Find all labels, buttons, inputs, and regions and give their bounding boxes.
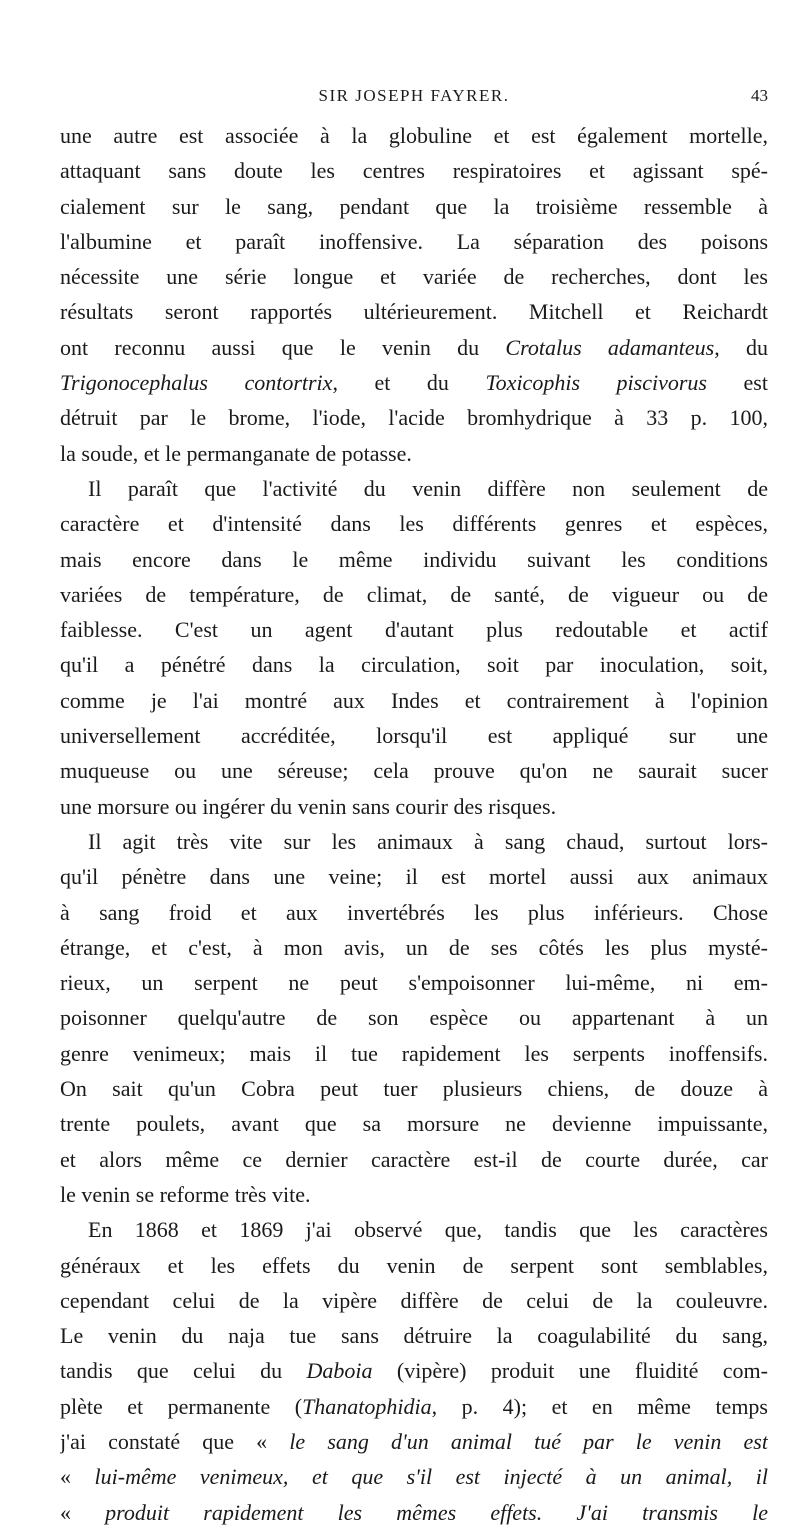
text-segment: muqueuse ou une séreuse; cela prouve qu'on ne saurait sucer bbox=[60, 758, 768, 784]
text-segment: « bbox=[60, 1464, 95, 1490]
text-line bbox=[60, 895, 768, 930]
text-line bbox=[60, 259, 768, 294]
text-segment: faiblesse. C'est un agent d'autant plus redoutable et actif bbox=[60, 617, 768, 643]
text-line bbox=[60, 1000, 768, 1035]
text-segment: étrange, et c'est, à mon avis, un de ses côtés les plus mysté- bbox=[60, 934, 768, 960]
text-segment: On sait qu'un Cobra peut tuer plusieurs chiens, de douze à bbox=[60, 1076, 768, 1102]
text-line bbox=[60, 753, 768, 788]
text-segment: à sang froid et aux invertébrés les plus inférieurs. Chose bbox=[60, 899, 768, 925]
text-segment: mais encore dans le même individu suivant les conditions bbox=[60, 546, 768, 572]
text-segment: universellement accréditée, lorsqu'il est appliqué sur une bbox=[60, 723, 768, 749]
text-segment: une morsure ou ingérer du venin sans courir des risques. bbox=[60, 793, 557, 819]
text-line bbox=[60, 1177, 768, 1212]
text-line bbox=[60, 1106, 768, 1141]
text-line bbox=[60, 1071, 768, 1106]
text-segment: détruit par le brome, l'iode, l'acide bromhydrique à 33 p. 100, bbox=[60, 405, 768, 431]
text-line bbox=[60, 189, 768, 224]
text-line bbox=[60, 824, 768, 859]
text-line bbox=[60, 436, 768, 471]
text-line bbox=[60, 718, 768, 753]
text-line bbox=[60, 577, 768, 612]
text-segment: caractère et d'intensité dans les différents genres et espèces, bbox=[60, 511, 768, 537]
text-segment: , p. 4); et en même temps bbox=[431, 1393, 768, 1419]
text-segment: qu'il a pénétré dans la circulation, soit par inoculation, soit, bbox=[60, 652, 768, 678]
text-line bbox=[60, 1212, 768, 1247]
text-line bbox=[60, 965, 768, 1000]
text-line bbox=[60, 1036, 768, 1071]
text-line bbox=[60, 1424, 768, 1459]
text-segment: genre venimeux; mais il tue rapidement les serpents inoffensifs. bbox=[60, 1040, 768, 1066]
text-segment: tandis que celui du bbox=[60, 1358, 307, 1384]
text-segment: variées de température, de climat, de santé, de vigueur ou de bbox=[60, 581, 768, 607]
italic-segment: Trigonocephalus contortrix bbox=[60, 370, 333, 396]
text-line bbox=[60, 506, 768, 541]
text-line bbox=[60, 1142, 768, 1177]
text-segment: Il paraît que l'activité du venin diffère non seulement de bbox=[88, 475, 768, 501]
text-line bbox=[60, 471, 768, 506]
text-line bbox=[60, 1283, 768, 1318]
text-line bbox=[60, 789, 768, 824]
text-segment: j'ai constaté que « bbox=[60, 1428, 290, 1454]
italic-segment: Thanatophidia bbox=[302, 1393, 432, 1419]
text-segment: comme je l'ai montré aux Indes et contrairement à l'opinion bbox=[60, 687, 768, 713]
italic-segment: Daboia bbox=[306, 1358, 373, 1384]
italic-segment: le sang d'un animal tué par le venin est bbox=[289, 1428, 768, 1454]
body-text bbox=[60, 118, 768, 1530]
text-segment: , et du bbox=[332, 370, 486, 396]
text-segment: est bbox=[707, 370, 768, 396]
text-line bbox=[60, 330, 768, 365]
text-line bbox=[60, 930, 768, 965]
text-segment: Il agit très vite sur les animaux à sang chaud, surtout lors- bbox=[88, 828, 768, 854]
text-segment: nécessite une série longue et variée de recherches, dont les bbox=[60, 264, 768, 290]
text-segment: résultats seront rapportés ultérieurement. Mitchell et Reichardt bbox=[60, 299, 768, 325]
text-segment: une autre est associée à la globuline et est également mortelle, bbox=[60, 123, 768, 148]
text-segment: qu'il pénètre dans une veine; il est mortel aussi aux animaux bbox=[60, 864, 768, 890]
text-segment: (vipère) produit une fluidité com- bbox=[372, 1358, 768, 1384]
text-line bbox=[60, 118, 768, 153]
text-line bbox=[60, 400, 768, 435]
text-segment: le venin se reforme très vite. bbox=[60, 1181, 311, 1207]
text-line bbox=[60, 294, 768, 329]
page-number: 43 bbox=[751, 86, 768, 105]
italic-segment: produit rapidement les mêmes effets. J'ai transmis le bbox=[105, 1499, 768, 1525]
text-line bbox=[60, 859, 768, 894]
text-segment: et alors même ce dernier caractère est-il de courte durée, car bbox=[60, 1146, 768, 1172]
text-segment: généraux et les effets du venin de serpent sont semblables, bbox=[60, 1252, 768, 1278]
text-line bbox=[60, 224, 768, 259]
text-segment: plète et permanente ( bbox=[60, 1393, 303, 1419]
text-segment: trente poulets, avant que sa morsure ne devienne impuissante, bbox=[60, 1111, 768, 1137]
text-line bbox=[60, 647, 768, 682]
text-segment: ont reconnu aussi que le venin du bbox=[60, 334, 506, 360]
text-segment: cependant celui de la vipère diffère de celui de la couleuvre. bbox=[60, 1287, 768, 1313]
text-segment: la soude, et le permanganate de potasse. bbox=[60, 440, 412, 466]
text-segment: En 1868 et 1869 j'ai observé que, tandis que les caractères bbox=[88, 1217, 768, 1243]
text-segment: l'albumine et paraît inoffensive. La séparation des poisons bbox=[60, 228, 768, 254]
text-line bbox=[60, 683, 768, 718]
text-line bbox=[60, 1318, 768, 1353]
text-line bbox=[60, 1495, 768, 1530]
text-segment: attaquant sans doute les centres respiratoires et agissant spé- bbox=[60, 158, 768, 184]
text-line bbox=[60, 1459, 768, 1494]
running-head bbox=[60, 86, 768, 116]
text-segment: poisonner quelqu'autre de son espèce ou appartenant à un bbox=[60, 1005, 768, 1031]
text-line bbox=[60, 365, 768, 400]
text-segment: « bbox=[60, 1499, 106, 1525]
italic-segment: Crotalus adamanteus bbox=[505, 334, 715, 360]
text-line bbox=[60, 1248, 768, 1283]
text-line bbox=[60, 542, 768, 577]
italic-segment: lui-même venimeux, et que s'il est injecté à un animal, il bbox=[94, 1464, 768, 1490]
text-segment: , du bbox=[714, 334, 768, 360]
text-line bbox=[60, 1353, 768, 1388]
text-segment: cialement sur le sang, pendant que la troisième ressemble à bbox=[60, 193, 768, 219]
text-line bbox=[60, 612, 768, 647]
text-line bbox=[60, 153, 768, 188]
text-line bbox=[60, 1389, 768, 1424]
running-title: SIR JOSEPH FAYRER. bbox=[318, 86, 510, 105]
text-segment: rieux, un serpent ne peut s'empoisonner lui-même, ni em- bbox=[60, 970, 768, 996]
italic-segment: Toxicophis piscivorus bbox=[485, 370, 707, 396]
text-segment: Le venin du naja tue sans détruire la coagulabilité du sang, bbox=[60, 1323, 768, 1349]
